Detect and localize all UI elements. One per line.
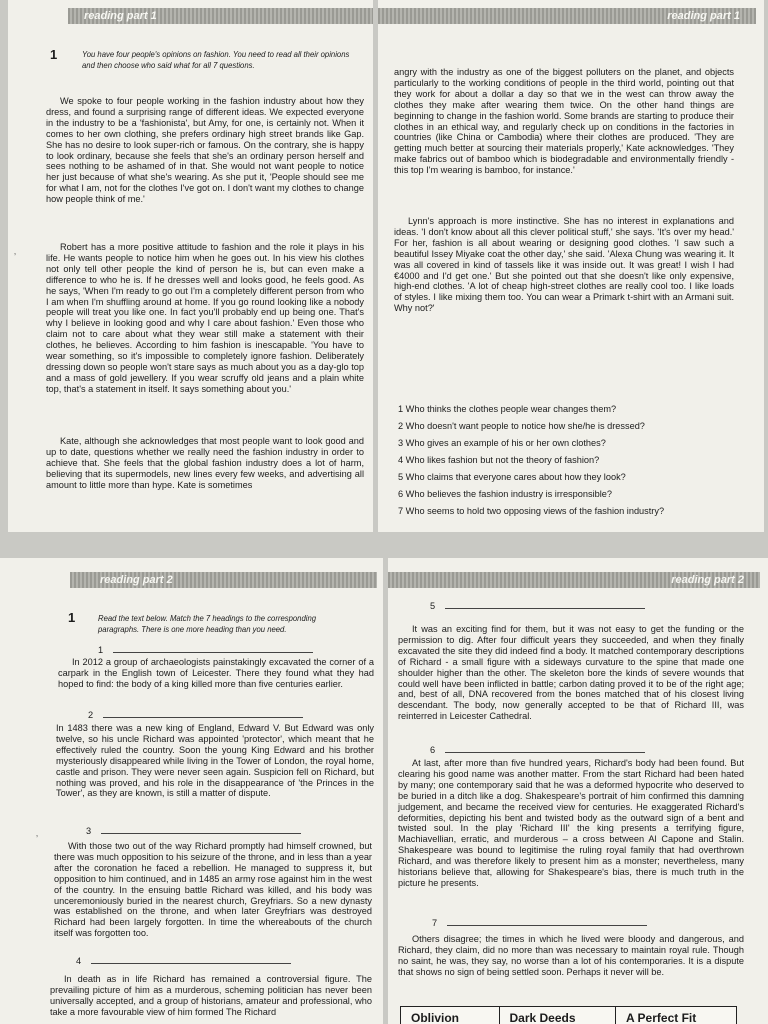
header-label: reading part 1	[84, 10, 157, 22]
question-list	[398, 401, 738, 520]
header-label: reading part 1	[667, 10, 740, 22]
paragraph-robert: Robert has a more positive attitude to fashion and the role it plays in his life. He wants people to notice him when he goes out. In his view his clothes not only tell other people the kind of person he is, but can even make a difference to who he is. If he dresses well and looks good, he feels good. As he says, 'When I'm ready to go out I'm a completely different person from who I am when I'm shuffling around at home. If you go round looking like a nobody people will treat you like one. In fact you'll probably end up being one. That's why I believe in looking good and why I care about fashion.' Even those who claim not to care about what they wear still make a statement with their clothes, he believes. According to him fashion is inescapable. 'You have to wear something, so it's impossible to completely ignore fashion. Deliberately dressing down so people won't stare says as much about you as a day-glo top and a mass of gold jewellery. If you wear scruffy old jeans and a plain white top, that's a statement in itself. It says something about you.'	[46, 242, 364, 394]
page-part2-right	[388, 558, 768, 1024]
header-band	[68, 8, 373, 24]
section-number-5: 5	[430, 600, 645, 611]
question-1: 1 Who thinks the clothes people wear changes them?	[398, 404, 617, 414]
page-part1-left	[8, 0, 373, 532]
section-text-2: In 1483 there was a new king of England, Edward V. But Edward was only twelve, so his uncle Richard was appointed 'protector', which meant that he effectively ruled the country. Soon the young King Edward and his brother mysteriously disappeared while living in the Tower of London, the royal home, castle and prison. They were never seen again. Suspicion fell on Richard, but nothing was proved, and his role in the disappearance of 'the Princes in the Tower', as they are known, is still a matter of dispute.	[56, 723, 374, 799]
header-band	[70, 572, 377, 588]
heading-options	[400, 1006, 736, 1024]
margin-mark: ‚	[36, 828, 38, 838]
section-number-2: 2	[88, 709, 303, 720]
question-4: 4 Who likes fashion but not the theory of fashion?	[398, 455, 600, 465]
section-text-3: With those two out of the way Richard promptly had himself crowned, but there was much opposition to his seizure of the throne, and in less than a year after the coronation he faced a rebellion. He managed to suppress it, but opposition to him continued, and in 1485 an army rose against him in the west of the country. In the ensuing battle Richard was killed, and his body was unceremoniously buried in the nearest church, Greyfriars. So a new dynasty was established on the throne, and when later Greyfriars was destroyed Richard had been largely forgotten. In time the whereabouts of the church itself was forgotten too.	[54, 841, 372, 939]
exercise-number: 1	[50, 47, 58, 62]
page-part2-left	[0, 558, 383, 1024]
section-text-6: At last, after more than five hundred years, Richard's body had been found. But clearing his good name was another matter. From the start Richard had been hated by many; one contemporary said that he was a deformed hypocrite who deserved to be buried in a ditch like a dog. Shakespeare's portrait of him confirmed this damning judgement, and became the received view for centuries. He exaggerated Richard's deformities, depicting his bent and twisted body as the outward sign of a bent and twisted soul. In the play 'Richard III' the king presents a terrifying figure, Machiavellian, erratic, and murderous – a cross between Al Capone and Stalin. Shakespeare was bound to legitimise the ruling royal family that had overthrown Richard, and was therefore likely to present him as a monster; nevertheless, many historians believe that, allowing for Shakespeare's bias, there is much truth in the picture he presents.	[398, 758, 744, 888]
question-5: 5 Who claims that everyone cares about how they look?	[398, 472, 626, 482]
instructions: You have four people's opinions on fashion. You need to read all their opinions and then choose who said what for all 7 questions.	[82, 49, 350, 70]
section-number-7: 7	[432, 917, 647, 928]
paragraph-kate: Kate, although she acknowledges that most people want to look good and up to date, questions whether we really need the fashion industry in order to achieve that. She feels that the global fashion industry does a lot of harm, believing that its supermodels, new lines every few weeks, and advertising all amount to little more than hype. Kate is sometimes	[46, 436, 364, 490]
header-label: reading part 2	[671, 574, 744, 586]
margin-mark: ‚	[14, 246, 16, 256]
question-7: 7 Who seems to hold two opposing views of the fashion industry?	[398, 506, 665, 516]
question-3: 3 Who gives an example of his or her own clothes?	[398, 438, 606, 448]
heading-option-1[interactable]: Oblivion	[400, 1006, 500, 1024]
paragraph-amy: We spoke to four people working in the fashion industry about how they dress, and found a surprising range of different ideas. We expected everyone in the industry to be a 'fashionista', but Amy, for one, is certainly not. When it comes to her own clothing, she prefers ordinary high street brands like Gap. She has no desire to look super-rich or famous. On the contrary, she is happy to look ordinary, because she feels that she's an ordinary person herself and sees nothing to be ashamed of in that. She would not want people to notice her just because of what she's wearing. As she put it, 'People should see me for what I am, not for the clothes I've got on. I don't want my clothes to change how people think of me.'	[46, 96, 364, 205]
heading-option-2[interactable]: Dark Deeds	[499, 1006, 617, 1024]
page-part1-right	[378, 0, 764, 532]
question-6: 6 Who believes the fashion industry is irresponsible?	[398, 489, 612, 499]
header-band	[388, 572, 760, 588]
section-number-1: 1	[98, 644, 313, 655]
paragraph-kate-cont: angry with the industry as one of the biggest polluters on the planet, and objects particularly to the working conditions of people in the third world, pointing out that they work for about a dollar a day so that we in the west can throw away the clothes they make after wearing them twice. On the other hand things are beginning to change in the fashion world. Some brands are starting to produce their clothes in an ethical way, and regularly check up on conditions in the factories in countries (like China or Cambodia) where their clothes are produced. 'They are getting much better at sourcing their materials properly,' Kate acknowledges. 'They make fabrics out of bamboo which is biodegradable and environmentally friendly - this top I'm wearing is bamboo, for instance.'	[394, 67, 734, 176]
header-band	[378, 8, 756, 24]
paragraph-lynn: Lynn's approach is more instinctive. She has no interest in explanations and ideas. 'I don't know about all this clever political stuff,' she says. 'It's over my head.' For her, fashion is all about wearing or designing good clothes. 'I saw such a beautiful Issey Miyake coat the other day,' she said. 'Alexa Chung was wearing it. It was all covered in kind of tassels like it was inside out. It was great! I wish I had €4000 and I'd get one.' But she pointed out that she doesn't like only expensive, high-end clothes. 'A lot of cheap high-street clothes are really cool too. I like loads of styles. I like mixing them too. You can wear a Primark t-shirt with an Armani suit. Why not?'	[394, 216, 734, 314]
section-number-4: 4	[76, 955, 291, 966]
instructions: Read the text below. Match the 7 headings to the corresponding paragraphs. There is one more heading than you need.	[98, 613, 317, 634]
section-text-1: In 2012 a group of archaeologists painstakingly excavated the corner of a carpark in the English town of Leicester. There they found what they had hoped to find: the body of a king killed more than five centuries earlier.	[58, 657, 374, 689]
section-number-6: 6	[430, 744, 645, 755]
header-label: reading part 2	[100, 574, 173, 586]
question-2: 2 Who doesn't want people to notice how she/he is dressed?	[398, 421, 645, 431]
section-text-4: In death as in life Richard has remained a controversial figure. The prevailing picture of him as a murderous, scheming politician has never been universally accepted, and a group of historians, amateur and professional, who take a more favourable view of him formed The Richard	[50, 974, 372, 1017]
section-number-3: 3	[86, 825, 301, 836]
section-text-5: It was an exciting find for them, but it was not easy to get the funding or the permission to dig. After four difficult years they succeeded, and when they finally excavated the site they did indeed find a body. It matched contemporary descriptions of Richard - a small figure with a sideways curvature to the spine that made one shoulder higher than the other. The skeleton bore the kinds of severe wounds that could well have been inflicted in battle; carbon dating proved it to be of the right age; and, best of all, DNA recovered from the bones matched that of his closest living descendant. The body, now generally accepted to be that of Richard III, was reinterred in Leicester Cathedral.	[398, 624, 744, 722]
section-text-7: Others disagree; the times in which he lived were bloody and dangerous, and Richard, they claim, did no more than was necessary to maintain royal rule. Though no saint, he was, they say, no worse than a lot of his contemporaries. It is a dispute that shows no sign of being settled soon. Perhaps it never will be.	[398, 934, 744, 977]
exercise-number: 1	[68, 610, 76, 625]
heading-option-3[interactable]: A Perfect Fit	[615, 1006, 737, 1024]
